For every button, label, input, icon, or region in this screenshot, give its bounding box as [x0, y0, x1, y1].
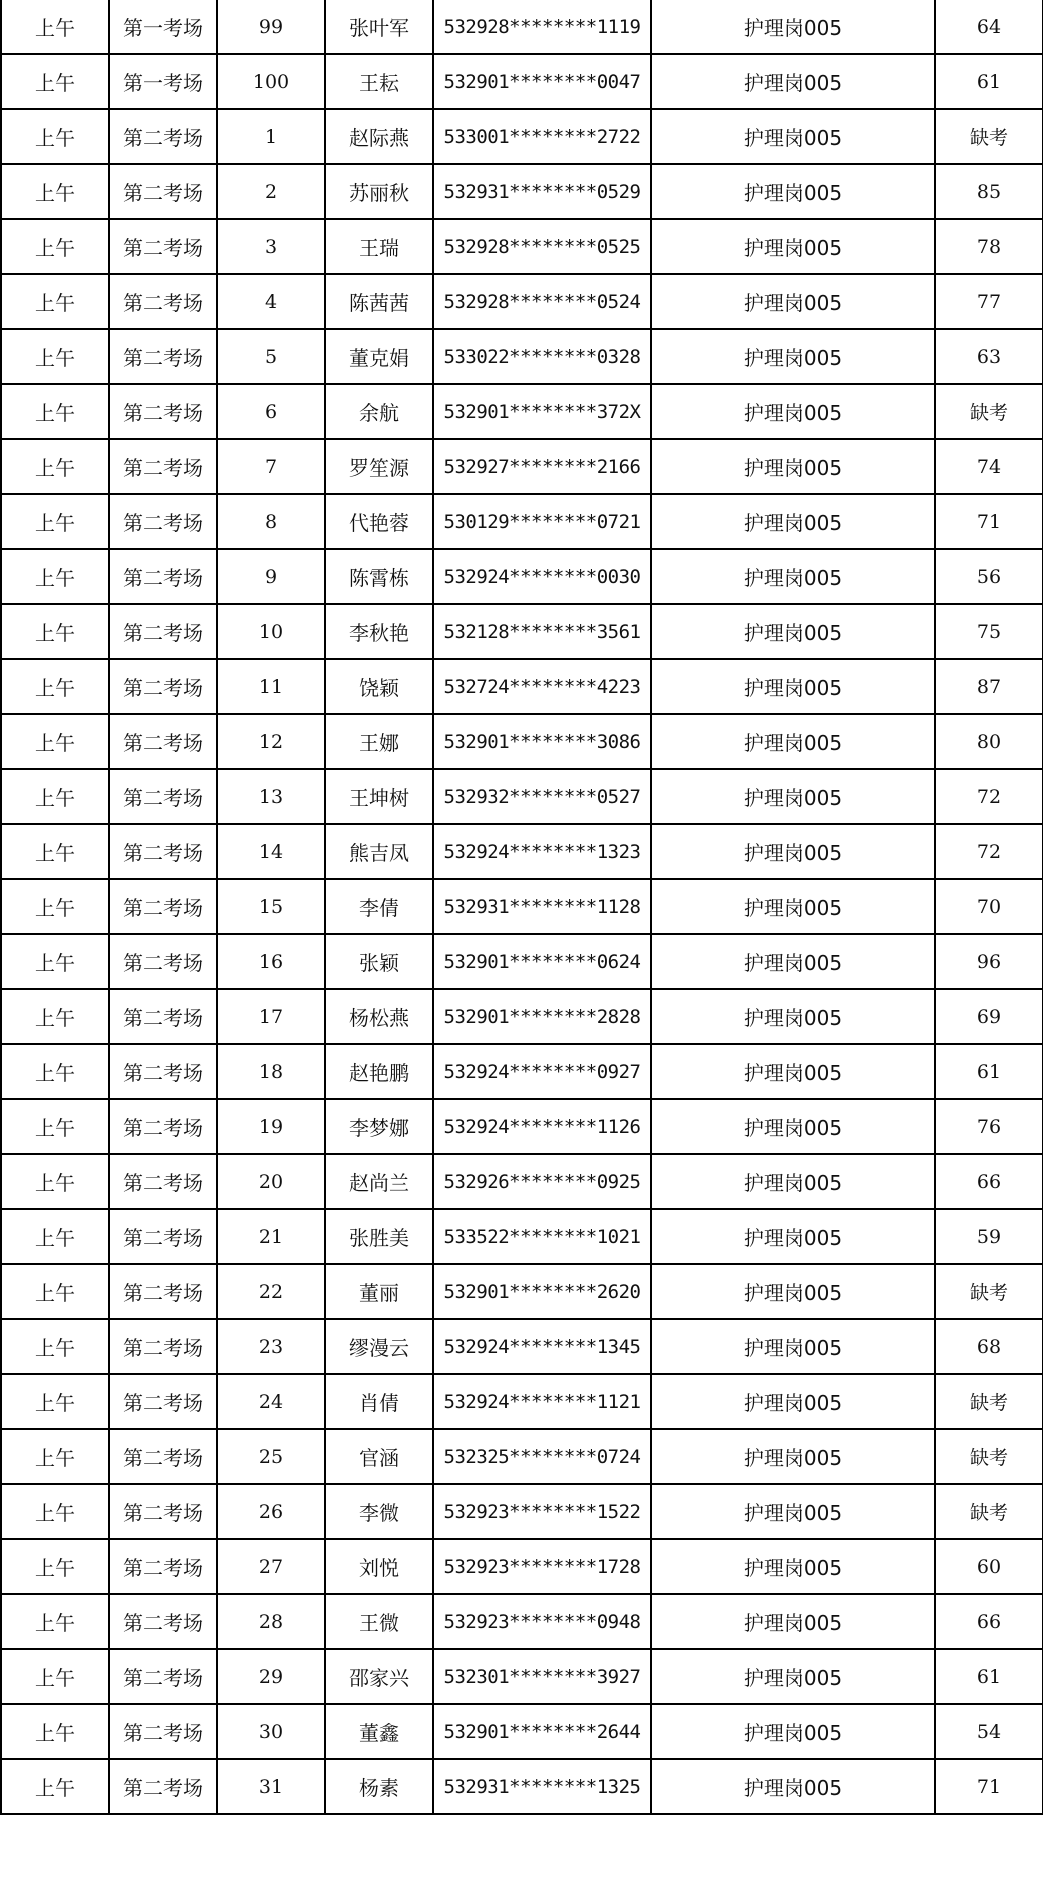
exam-room-cell: 第二考场	[109, 109, 217, 164]
score-cell: 75	[935, 604, 1043, 659]
exam-room-cell: 第一考场	[109, 0, 217, 54]
name-cell: 李微	[325, 1484, 433, 1539]
session-cell: 上午	[1, 1649, 109, 1704]
id-number-cell: 532901********3086	[433, 714, 651, 769]
position-cell: 护理岗005	[651, 1594, 935, 1649]
session-cell: 上午	[1, 1484, 109, 1539]
position-cell: 护理岗005	[651, 1099, 935, 1154]
seat-number-cell: 8	[217, 494, 325, 549]
id-number-cell: 532931********1128	[433, 879, 651, 934]
exam-room-cell: 第二考场	[109, 384, 217, 439]
score-cell: 缺考	[935, 1264, 1043, 1319]
session-cell: 上午	[1, 879, 109, 934]
session-cell: 上午	[1, 934, 109, 989]
score-cell: 69	[935, 989, 1043, 1044]
id-number-cell: 532923********1522	[433, 1484, 651, 1539]
exam-room-cell: 第二考场	[109, 1209, 217, 1264]
session-cell: 上午	[1, 494, 109, 549]
session-cell: 上午	[1, 659, 109, 714]
id-number-cell: 532128********3561	[433, 604, 651, 659]
score-cell: 66	[935, 1154, 1043, 1209]
score-cell: 74	[935, 439, 1043, 494]
id-number-cell: 532924********1121	[433, 1374, 651, 1429]
position-cell: 护理岗005	[651, 879, 935, 934]
score-cell: 60	[935, 1539, 1043, 1594]
session-cell: 上午	[1, 54, 109, 109]
session-cell: 上午	[1, 1044, 109, 1099]
table-row	[1, 0, 1043, 54]
position-cell: 护理岗005	[651, 769, 935, 824]
seat-number-cell: 4	[217, 274, 325, 329]
name-cell: 王娜	[325, 714, 433, 769]
id-number-cell: 532926********0925	[433, 1154, 651, 1209]
name-cell: 董丽	[325, 1264, 433, 1319]
seat-number-cell: 99	[217, 0, 325, 54]
name-cell: 王坤树	[325, 769, 433, 824]
table-row	[1, 1704, 1043, 1759]
seat-number-cell: 25	[217, 1429, 325, 1484]
session-cell: 上午	[1, 1374, 109, 1429]
id-number-cell: 532932********0527	[433, 769, 651, 824]
id-number-cell: 532924********0927	[433, 1044, 651, 1099]
name-cell: 缪漫云	[325, 1319, 433, 1374]
score-cell: 缺考	[935, 384, 1043, 439]
position-cell: 护理岗005	[651, 274, 935, 329]
table-row	[1, 824, 1043, 879]
table-row	[1, 1429, 1043, 1484]
score-cell: 61	[935, 1649, 1043, 1704]
seat-number-cell: 30	[217, 1704, 325, 1759]
id-number-cell: 532924********1345	[433, 1319, 651, 1374]
id-number-cell: 532901********372X	[433, 384, 651, 439]
position-cell: 护理岗005	[651, 384, 935, 439]
position-cell: 护理岗005	[651, 1154, 935, 1209]
score-cell: 76	[935, 1099, 1043, 1154]
seat-number-cell: 26	[217, 1484, 325, 1539]
exam-room-cell: 第二考场	[109, 274, 217, 329]
exam-room-cell: 第二考场	[109, 1484, 217, 1539]
seat-number-cell: 14	[217, 824, 325, 879]
position-cell: 护理岗005	[651, 714, 935, 769]
name-cell: 李秋艳	[325, 604, 433, 659]
table-row	[1, 329, 1043, 384]
score-cell: 72	[935, 769, 1043, 824]
session-cell: 上午	[1, 1264, 109, 1319]
name-cell: 王微	[325, 1594, 433, 1649]
seat-number-cell: 1	[217, 109, 325, 164]
position-cell: 护理岗005	[651, 659, 935, 714]
name-cell: 李倩	[325, 879, 433, 934]
id-number-cell: 532931********1325	[433, 1759, 651, 1814]
score-cell: 缺考	[935, 1374, 1043, 1429]
name-cell: 官涵	[325, 1429, 433, 1484]
exam-room-cell: 第二考场	[109, 219, 217, 274]
position-cell: 护理岗005	[651, 329, 935, 384]
session-cell: 上午	[1, 1209, 109, 1264]
seat-number-cell: 11	[217, 659, 325, 714]
position-cell: 护理岗005	[651, 1484, 935, 1539]
position-cell: 护理岗005	[651, 1704, 935, 1759]
table-row	[1, 384, 1043, 439]
seat-number-cell: 20	[217, 1154, 325, 1209]
session-cell: 上午	[1, 439, 109, 494]
position-cell: 护理岗005	[651, 604, 935, 659]
position-cell: 护理岗005	[651, 219, 935, 274]
score-cell: 61	[935, 1044, 1043, 1099]
table-row	[1, 989, 1043, 1044]
exam-room-cell: 第二考场	[109, 1429, 217, 1484]
session-cell: 上午	[1, 164, 109, 219]
score-cell: 54	[935, 1704, 1043, 1759]
exam-room-cell: 第二考场	[109, 989, 217, 1044]
name-cell: 王瑞	[325, 219, 433, 274]
id-number-cell: 533001********2722	[433, 109, 651, 164]
exam-room-cell: 第二考场	[109, 659, 217, 714]
position-cell: 护理岗005	[651, 54, 935, 109]
session-cell: 上午	[1, 824, 109, 879]
id-number-cell: 532724********4223	[433, 659, 651, 714]
table-row	[1, 1044, 1043, 1099]
score-cell: 80	[935, 714, 1043, 769]
name-cell: 熊吉凤	[325, 824, 433, 879]
session-cell: 上午	[1, 384, 109, 439]
score-cell: 87	[935, 659, 1043, 714]
position-cell: 护理岗005	[651, 824, 935, 879]
seat-number-cell: 16	[217, 934, 325, 989]
name-cell: 罗笙源	[325, 439, 433, 494]
seat-number-cell: 9	[217, 549, 325, 604]
exam-room-cell: 第二考场	[109, 1704, 217, 1759]
position-cell: 护理岗005	[651, 934, 935, 989]
score-cell: 64	[935, 0, 1043, 54]
seat-number-cell: 2	[217, 164, 325, 219]
position-cell: 护理岗005	[651, 1429, 935, 1484]
score-cell: 68	[935, 1319, 1043, 1374]
seat-number-cell: 31	[217, 1759, 325, 1814]
table-row	[1, 1154, 1043, 1209]
id-number-cell: 530129********0721	[433, 494, 651, 549]
score-cell: 63	[935, 329, 1043, 384]
table-row	[1, 604, 1043, 659]
table-row	[1, 1264, 1043, 1319]
exam-room-cell: 第二考场	[109, 1594, 217, 1649]
table-row	[1, 659, 1043, 714]
id-number-cell: 532325********0724	[433, 1429, 651, 1484]
exam-room-cell: 第二考场	[109, 1264, 217, 1319]
seat-number-cell: 17	[217, 989, 325, 1044]
position-cell: 护理岗005	[651, 164, 935, 219]
name-cell: 杨素	[325, 1759, 433, 1814]
seat-number-cell: 6	[217, 384, 325, 439]
position-cell: 护理岗005	[651, 109, 935, 164]
exam-room-cell: 第二考场	[109, 329, 217, 384]
id-number-cell: 532901********0624	[433, 934, 651, 989]
seat-number-cell: 28	[217, 1594, 325, 1649]
exam-room-cell: 第二考场	[109, 714, 217, 769]
name-cell: 刘悦	[325, 1539, 433, 1594]
name-cell: 赵尚兰	[325, 1154, 433, 1209]
id-number-cell: 532924********1323	[433, 824, 651, 879]
table-row	[1, 219, 1043, 274]
position-cell: 护理岗005	[651, 549, 935, 604]
table-row	[1, 1594, 1043, 1649]
session-cell: 上午	[1, 1594, 109, 1649]
name-cell: 李梦娜	[325, 1099, 433, 1154]
seat-number-cell: 5	[217, 329, 325, 384]
exam-room-cell: 第二考场	[109, 934, 217, 989]
session-cell: 上午	[1, 604, 109, 659]
table-row	[1, 1099, 1043, 1154]
table-row	[1, 164, 1043, 219]
exam-room-cell: 第二考场	[109, 1099, 217, 1154]
exam-room-cell: 第二考场	[109, 824, 217, 879]
exam-room-cell: 第二考场	[109, 1044, 217, 1099]
table-row	[1, 54, 1043, 109]
session-cell: 上午	[1, 219, 109, 274]
name-cell: 王耘	[325, 54, 433, 109]
position-cell: 护理岗005	[651, 989, 935, 1044]
table-row	[1, 439, 1043, 494]
name-cell: 陈霄栋	[325, 549, 433, 604]
table-row	[1, 1759, 1043, 1814]
score-cell: 71	[935, 494, 1043, 549]
name-cell: 代艳蓉	[325, 494, 433, 549]
id-number-cell: 532924********0030	[433, 549, 651, 604]
exam-room-cell: 第一考场	[109, 54, 217, 109]
table-row	[1, 1209, 1043, 1264]
id-number-cell: 533522********1021	[433, 1209, 651, 1264]
id-number-cell: 532901********2620	[433, 1264, 651, 1319]
score-cell: 77	[935, 274, 1043, 329]
score-cell: 缺考	[935, 1429, 1043, 1484]
name-cell: 余航	[325, 384, 433, 439]
table-row	[1, 934, 1043, 989]
position-cell: 护理岗005	[651, 494, 935, 549]
exam-room-cell: 第二考场	[109, 1154, 217, 1209]
id-number-cell: 532923********0948	[433, 1594, 651, 1649]
seat-number-cell: 13	[217, 769, 325, 824]
position-cell: 护理岗005	[651, 1264, 935, 1319]
seat-number-cell: 29	[217, 1649, 325, 1704]
name-cell: 张颖	[325, 934, 433, 989]
name-cell: 张叶军	[325, 0, 433, 54]
name-cell: 董克娟	[325, 329, 433, 384]
position-cell: 护理岗005	[651, 0, 935, 54]
session-cell: 上午	[1, 549, 109, 604]
seat-number-cell: 22	[217, 1264, 325, 1319]
table-row	[1, 1539, 1043, 1594]
position-cell: 护理岗005	[651, 1649, 935, 1704]
score-cell: 85	[935, 164, 1043, 219]
score-cell: 78	[935, 219, 1043, 274]
exam-room-cell: 第二考场	[109, 769, 217, 824]
score-cell: 56	[935, 549, 1043, 604]
exam-room-cell: 第二考场	[109, 1649, 217, 1704]
exam-room-cell: 第二考场	[109, 164, 217, 219]
position-cell: 护理岗005	[651, 1044, 935, 1099]
table-body	[1, 0, 1043, 1814]
session-cell: 上午	[1, 989, 109, 1044]
id-number-cell: 532927********2166	[433, 439, 651, 494]
table-row	[1, 769, 1043, 824]
seat-number-cell: 12	[217, 714, 325, 769]
exam-room-cell: 第二考场	[109, 879, 217, 934]
session-cell: 上午	[1, 714, 109, 769]
score-cell: 59	[935, 1209, 1043, 1264]
seat-number-cell: 23	[217, 1319, 325, 1374]
name-cell: 赵艳鹏	[325, 1044, 433, 1099]
position-cell: 护理岗005	[651, 1209, 935, 1264]
table-row	[1, 494, 1043, 549]
position-cell: 护理岗005	[651, 1539, 935, 1594]
exam-room-cell: 第二考场	[109, 549, 217, 604]
score-cell: 缺考	[935, 1484, 1043, 1539]
id-number-cell: 532901********2828	[433, 989, 651, 1044]
session-cell: 上午	[1, 274, 109, 329]
table-row	[1, 1319, 1043, 1374]
id-number-cell: 532928********1119	[433, 0, 651, 54]
position-cell: 护理岗005	[651, 1759, 935, 1814]
exam-room-cell: 第二考场	[109, 604, 217, 659]
session-cell: 上午	[1, 1154, 109, 1209]
seat-number-cell: 21	[217, 1209, 325, 1264]
id-number-cell: 532301********3927	[433, 1649, 651, 1704]
session-cell: 上午	[1, 1704, 109, 1759]
exam-room-cell: 第二考场	[109, 494, 217, 549]
seat-number-cell: 7	[217, 439, 325, 494]
session-cell: 上午	[1, 1319, 109, 1374]
table-row	[1, 1484, 1043, 1539]
id-number-cell: 532901********2644	[433, 1704, 651, 1759]
exam-room-cell: 第二考场	[109, 1759, 217, 1814]
score-cell: 66	[935, 1594, 1043, 1649]
position-cell: 护理岗005	[651, 1374, 935, 1429]
id-number-cell: 533022********0328	[433, 329, 651, 384]
session-cell: 上午	[1, 1099, 109, 1154]
session-cell: 上午	[1, 0, 109, 54]
session-cell: 上午	[1, 1429, 109, 1484]
seat-number-cell: 24	[217, 1374, 325, 1429]
exam-room-cell: 第二考场	[109, 439, 217, 494]
name-cell: 张胜美	[325, 1209, 433, 1264]
seat-number-cell: 19	[217, 1099, 325, 1154]
name-cell: 杨松燕	[325, 989, 433, 1044]
session-cell: 上午	[1, 329, 109, 384]
seat-number-cell: 27	[217, 1539, 325, 1594]
table-row	[1, 714, 1043, 769]
table-row	[1, 274, 1043, 329]
id-number-cell: 532923********1728	[433, 1539, 651, 1594]
position-cell: 护理岗005	[651, 439, 935, 494]
id-number-cell: 532924********1126	[433, 1099, 651, 1154]
id-number-cell: 532928********0524	[433, 274, 651, 329]
name-cell: 董鑫	[325, 1704, 433, 1759]
score-cell: 70	[935, 879, 1043, 934]
session-cell: 上午	[1, 109, 109, 164]
score-cell: 61	[935, 54, 1043, 109]
exam-room-cell: 第二考场	[109, 1539, 217, 1594]
id-number-cell: 532928********0525	[433, 219, 651, 274]
seat-number-cell: 100	[217, 54, 325, 109]
id-number-cell: 532901********0047	[433, 54, 651, 109]
score-cell: 缺考	[935, 109, 1043, 164]
seat-number-cell: 18	[217, 1044, 325, 1099]
session-cell: 上午	[1, 1759, 109, 1814]
table-row	[1, 109, 1043, 164]
name-cell: 陈茜茜	[325, 274, 433, 329]
name-cell: 肖倩	[325, 1374, 433, 1429]
table-row	[1, 879, 1043, 934]
seat-number-cell: 10	[217, 604, 325, 659]
seat-number-cell: 15	[217, 879, 325, 934]
table-row	[1, 1649, 1043, 1704]
exam-room-cell: 第二考场	[109, 1374, 217, 1429]
score-cell: 96	[935, 934, 1043, 989]
session-cell: 上午	[1, 1539, 109, 1594]
exam-room-cell: 第二考场	[109, 1319, 217, 1374]
score-cell: 71	[935, 1759, 1043, 1814]
table-row	[1, 1374, 1043, 1429]
name-cell: 饶颖	[325, 659, 433, 714]
name-cell: 赵际燕	[325, 109, 433, 164]
id-number-cell: 532931********0529	[433, 164, 651, 219]
score-cell: 72	[935, 824, 1043, 879]
name-cell: 邵家兴	[325, 1649, 433, 1704]
session-cell: 上午	[1, 769, 109, 824]
name-cell: 苏丽秋	[325, 164, 433, 219]
seat-number-cell: 3	[217, 219, 325, 274]
position-cell: 护理岗005	[651, 1319, 935, 1374]
table-row	[1, 549, 1043, 604]
